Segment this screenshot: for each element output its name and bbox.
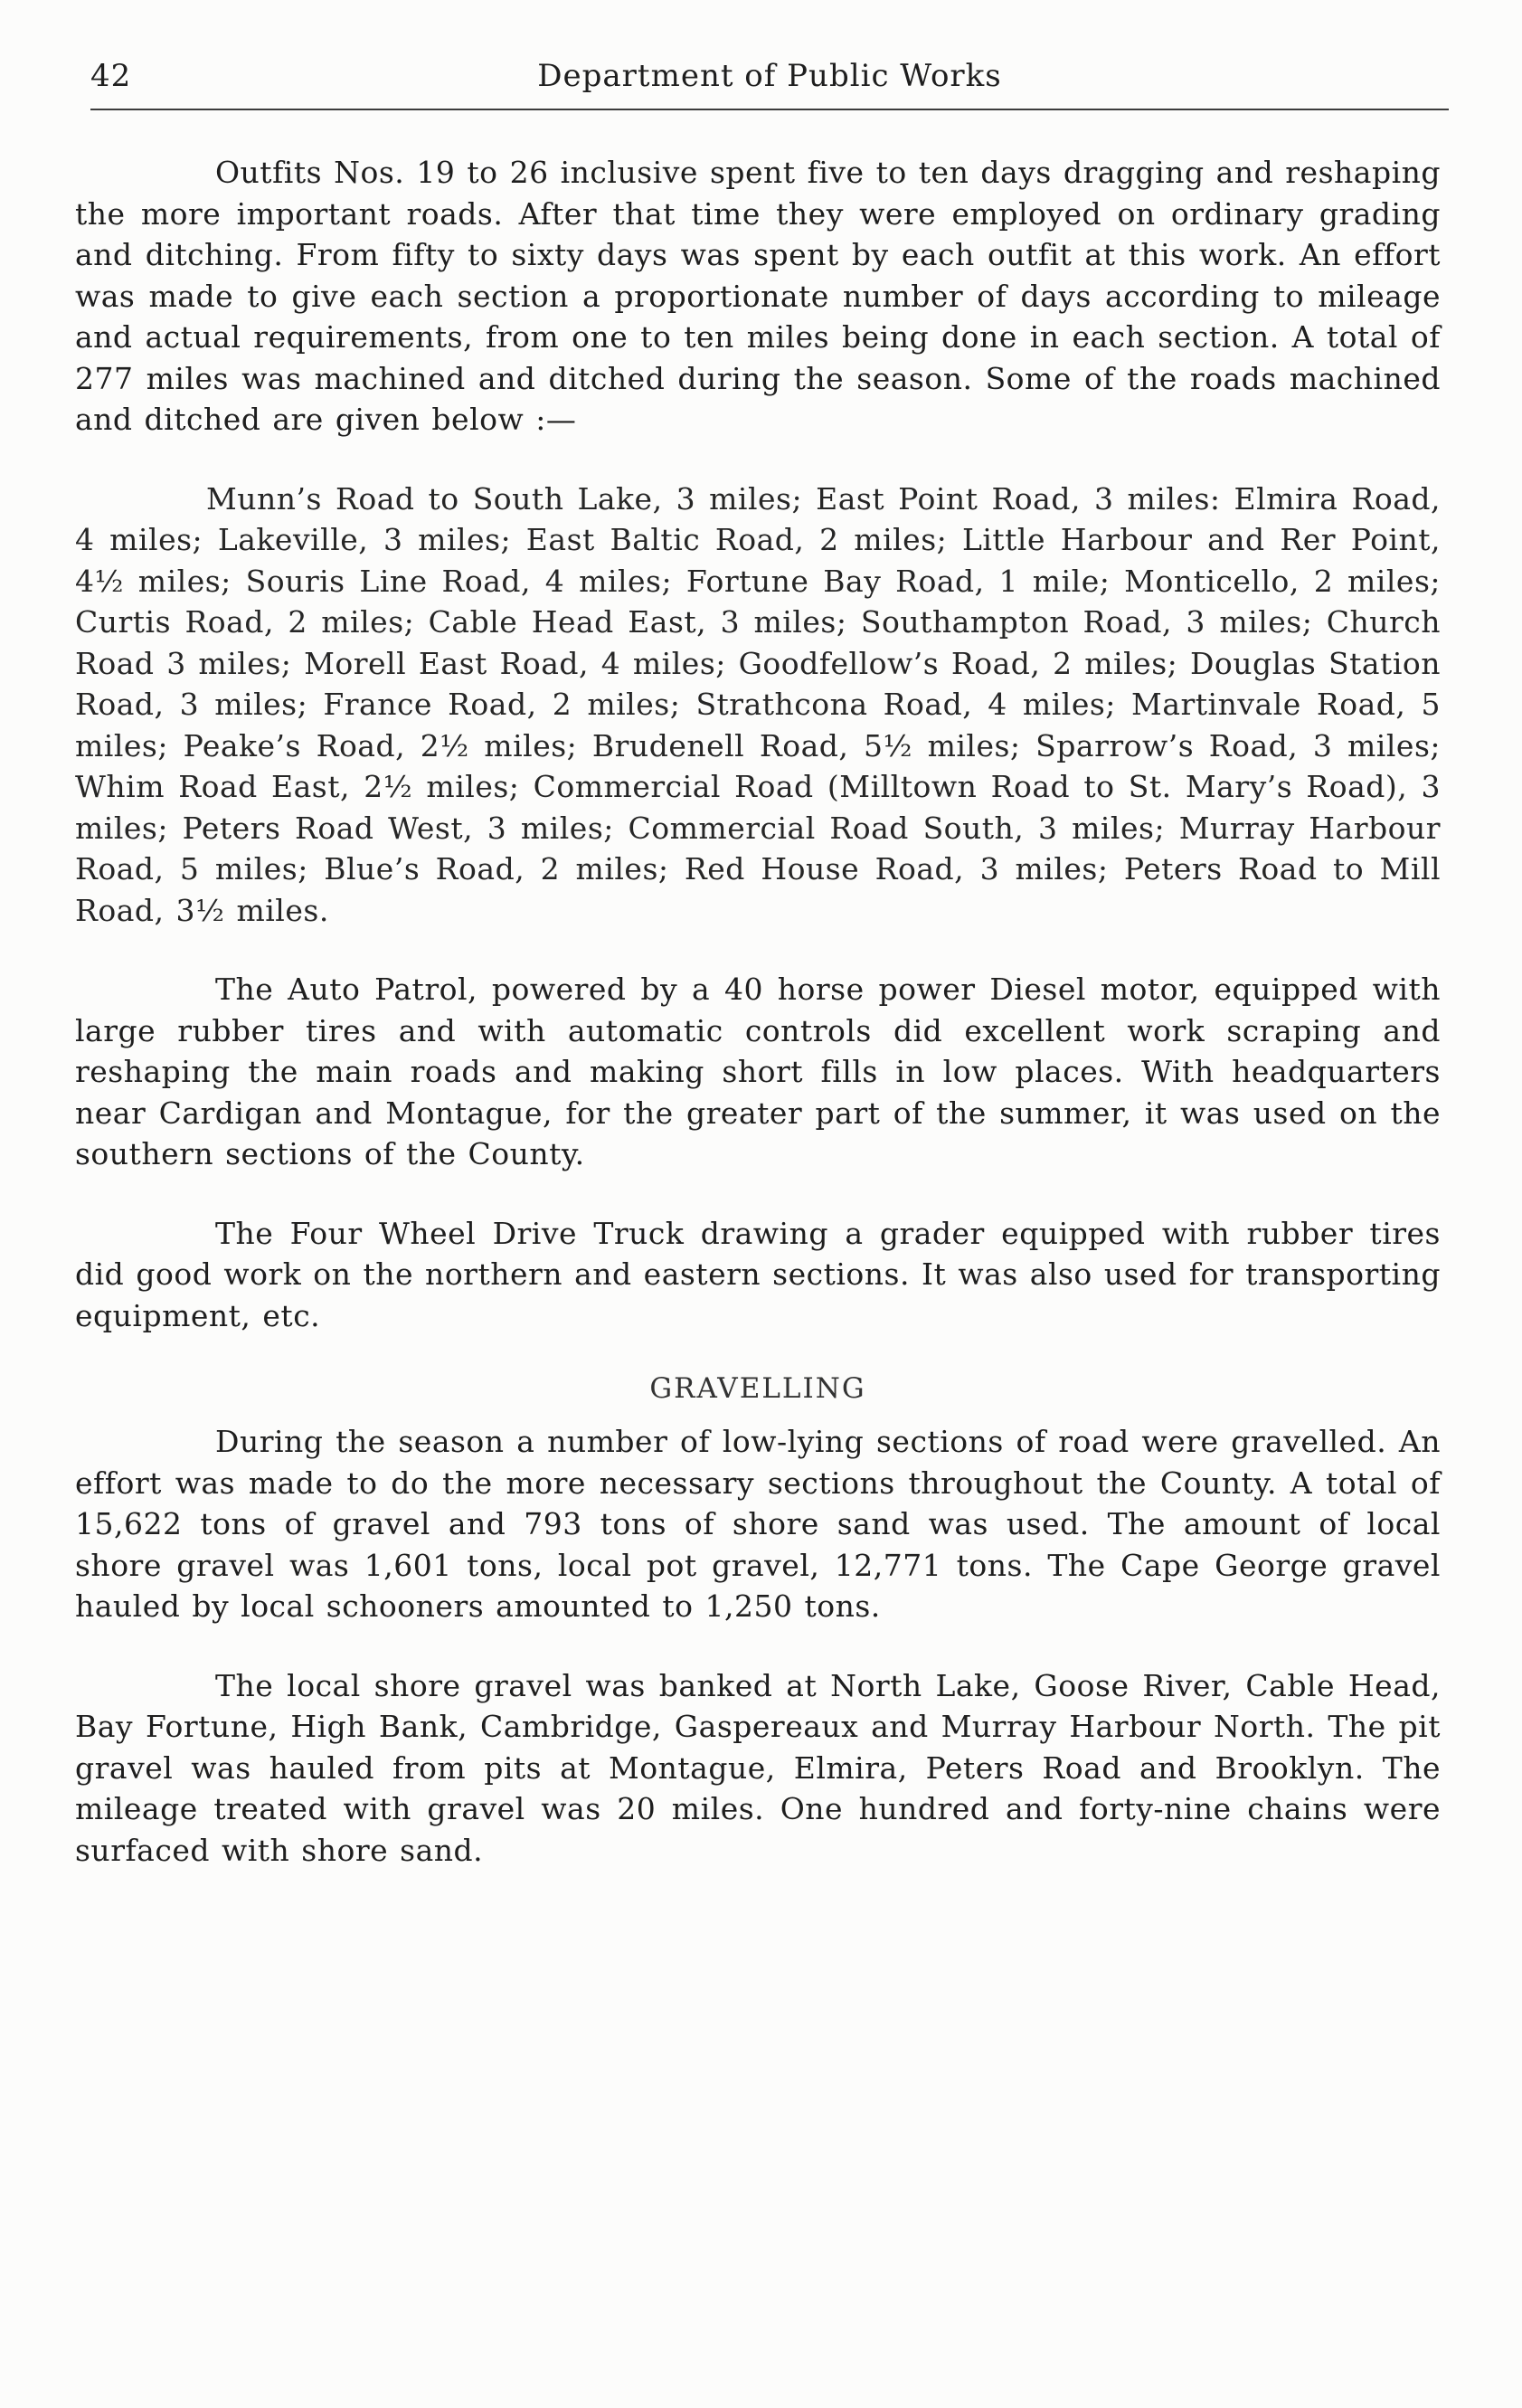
- paragraph-four-wheel-truck: The Four Wheel Drive Truck drawing a grader equipped with rubber tires did good work on the northern and eastern sections. It was also used for transporting equipment, etc.: [75, 1215, 1441, 1333]
- body-text: [75, 152, 1441, 1909]
- section-heading-gravelling: GRAVELLING: [649, 1372, 866, 1405]
- paragraph-auto-patrol: The Auto Patrol, powered by a 40 horse power Diesel motor, equipped with large rubber tires and with automatic controls did excellent work scraping and reshaping the main roads and making short fills in low places. With headquarters near Cardigan and Montague, for the greater part of the summer, it was used on the southern sections of the County.: [75, 972, 1441, 1171]
- page-number: 42: [90, 58, 132, 94]
- header-rule: [90, 109, 1449, 110]
- page-header: [90, 54, 1449, 109]
- paragraph-shore-gravel: The local shore gravel was banked at North Lake, Goose River, Cable Head, Bay Fortune, High Bank, Cambridge, Gaspereaux and Murray Harbour North. The pit gravel was hauled from pits at Montague, Elmira, Peters Road and Brooklyn. The mileage treated with gravel was 20 miles. One hundred and forty-nine chains were surfaced with shore sand.: [75, 1667, 1441, 1868]
- running-head-title: Department of Public Works: [537, 58, 1002, 94]
- paragraph-road-list: Munn’s Road to South Lake, 3 miles; East Point Road, 3 miles: Elmira Road, 4 miles; Lakeville, 3 miles; East Baltic Road, 2 miles; Little Harbour and Rer Point, 4½ miles; Souris Line Road, 4 miles; Fortune Bay Road, 1 mile; Monticello, 2 miles; Curtis Road, 2 miles; Cable Head East, 3 miles; Southampton Road, 3 miles; Church Road 3 miles; Morell East Road, 4 miles; Goodfellow’s Road, 2 miles; Douglas Station Road, 3 miles; France Road, 2 miles; Strathcona Road, 4 miles; Martinvale Road, 5 miles; Peake’s Road, 2½ miles; Brudenell Road, 5½ miles; Sparrow’s Road, 3 miles; Whim Road East, 2½ miles; Commercial Road (Milltown Road to St. Mary’s Road), 3 miles; Peters Road West, 3 miles; Commercial Road South, 3 miles; Murray Harbour Road, 5 miles; Blue’s Road, 2 miles; Red House Road, 3 miles; Peters Road to Mill Road, 3½ miles.: [75, 480, 1441, 928]
- paragraph-outfits: Outfits Nos. 19 to 26 inclusive spent five to ten days dragging and reshaping the more important roads. After that time they were employed on ordinary grading and ditching. From fifty to sixty days was spent by each outfit at this work. An effort was made to give each section a proportionate number of days according to mileage and actual requirements, from one to ten miles being done in each section. A total of 277 miles was machined and ditched during the season. Some of the roads machined and ditched are given below :—: [75, 155, 1441, 437]
- paragraph-gravelling: During the season a number of low-lying sections of road were gravelled. An effort was made to do the more necessary sections throughout the County. A total of 15,622 tons of gravel and 793 tons of shore sand was used. The amount of local shore gravel was 1,601 tons, local pot gravel, 12,771 tons. The Cape George gravel hauled by local schooners amounted to 1,250 tons.: [75, 1424, 1441, 1624]
